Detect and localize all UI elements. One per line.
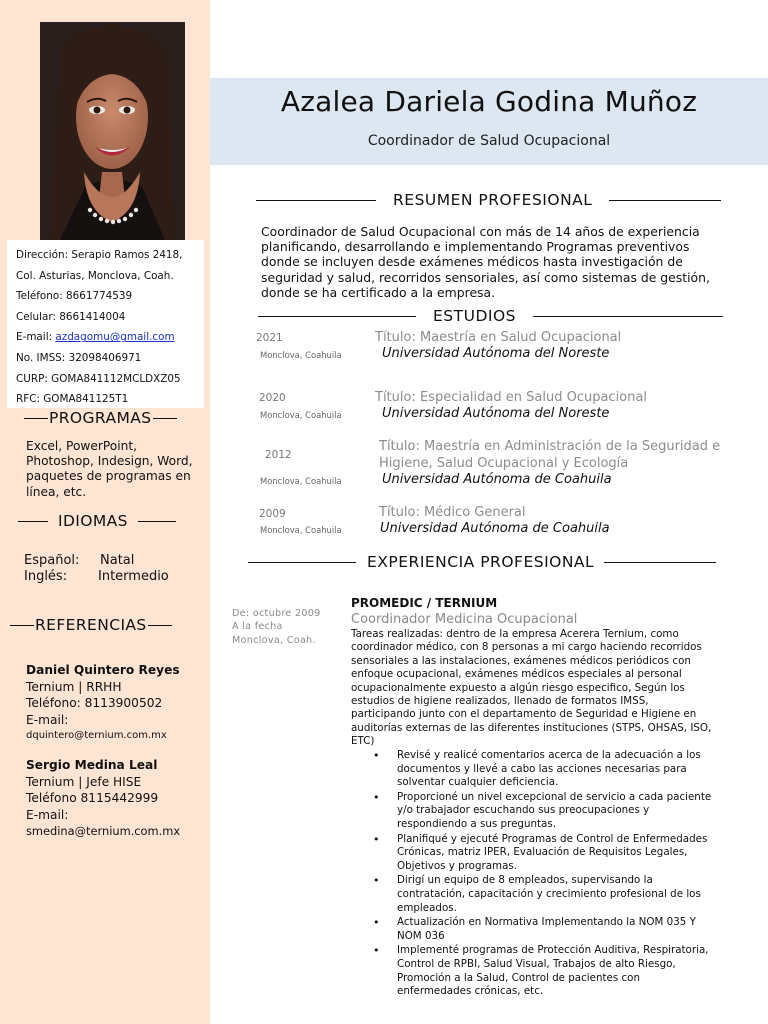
reference-name: Daniel Quintero Reyes bbox=[26, 663, 180, 677]
contact-address-line-2: Col. Asturias, Monclova, Coah. bbox=[16, 269, 174, 282]
programs-text: Excel, PowerPoint, Photoshop, Indesign, Word, paquetes de programas en línea, etc. bbox=[26, 439, 193, 499]
programs-heading-label: PROGRAMAS bbox=[49, 409, 152, 427]
education-year: 2020 bbox=[259, 392, 286, 404]
experience-date-from: De: octubre 2009 bbox=[232, 608, 321, 619]
contact-rfc: RFC: GOMA841125T1 bbox=[16, 393, 129, 406]
education-year: 2021 bbox=[256, 332, 283, 344]
language-name: Inglés: bbox=[24, 569, 68, 584]
education-heading-label: ESTUDIOS bbox=[433, 307, 516, 325]
heading-rule-left bbox=[258, 316, 416, 317]
language-item bbox=[24, 553, 134, 570]
education-heading bbox=[258, 307, 723, 325]
references-heading-label: REFERENCIAS bbox=[35, 616, 147, 634]
reference-phone: Teléfono: 8113900502 bbox=[26, 696, 163, 711]
candidate-name: Azalea Dariela Godina Muñoz bbox=[280, 85, 698, 118]
heading-rule-left bbox=[10, 625, 34, 626]
list-item: • Revisé y realicé comentarios acerca de la adecuación a los documentos y llevé a cabo las acciones necesarias para solventar cualquier deficiencia. bbox=[397, 749, 715, 790]
list-item: • Implementé programas de Protección Auditiva, Respiratoria, Control de RPBI, Salud Visual, Trabajos de alto Riesgo, Promoción a la Salud, Control de pacientes con enfermedades crónicas, etc. bbox=[397, 944, 715, 998]
list-item: • Dirigí un equipo de 8 empleados, supervisando la contratación, capacitación y crecimiento profesional de los empleados. bbox=[397, 874, 715, 915]
education-location: Monclova, Coahuila bbox=[260, 476, 342, 486]
experience-role: Coordinador Medicina Ocupacional bbox=[351, 612, 578, 627]
contact-address-line-1: Dirección: Serapio Ramos 2418, bbox=[16, 249, 183, 261]
education-location: Monclova, Coahuila bbox=[260, 350, 342, 360]
heading-rule-left bbox=[24, 418, 48, 419]
profile-photo bbox=[40, 22, 185, 240]
contact-info-box bbox=[7, 240, 204, 408]
summary-heading bbox=[256, 191, 721, 209]
experience-date-block bbox=[232, 607, 342, 647]
summary-text: Coordinador de Salud Ocupacional con más de 14 años de experiencia planificando, desarrollando e implementando Programas preventivos donde se incluyen desde exámenes médicos hasta investigación de seguridad y salud, recorridos sensoriales, así como sistemas de gestión, donde se ha certificado a la empresa. bbox=[261, 224, 710, 300]
reference-email-label: E-mail: bbox=[26, 807, 69, 822]
experience-description: Tareas realizadas: dentro de la empresa Acerera Ternium, como coordinador médico, con 8 personas a mi cargo haciendo recorridos sensoriales a las instalaciones, exámenes médicos periódicos con enfoque ocupacional, exámenes médicos especiales al personal ocupacionalmente expuesto a algún riesgo especifico, Según los estudios de higiene realizados, llenado de formatos IMSS, participando junto con el departamento de Seguridad e Higiene en auditorías externas de las diferentes instituciones (STPS, OHSAS, ISO, ETC) bbox=[351, 628, 712, 748]
heading-rule-right bbox=[148, 625, 172, 626]
heading-rule-left bbox=[18, 521, 48, 522]
language-level: Intermedio bbox=[98, 569, 169, 584]
reference-card bbox=[26, 757, 206, 840]
reference-email: dquintero@ternium.com.mx bbox=[26, 730, 167, 742]
experience-heading-label: EXPERIENCIA PROFESIONAL bbox=[367, 553, 595, 571]
reference-card bbox=[26, 662, 206, 743]
heading-rule-right bbox=[153, 418, 177, 419]
heading-rule-right bbox=[604, 562, 716, 563]
experience-company: PROMEDIC / TERNIUM bbox=[351, 596, 498, 610]
experience-bullet-list bbox=[397, 749, 715, 1000]
contact-mobile: Celular: 8661414004 bbox=[16, 310, 126, 323]
education-university: Universidad Autónoma del Noreste bbox=[382, 346, 610, 361]
heading-rule-right bbox=[609, 200, 721, 201]
experience-heading bbox=[248, 553, 716, 571]
languages-heading bbox=[18, 512, 176, 530]
experience-location: Monclova, Coah. bbox=[232, 634, 316, 646]
reference-company: Ternium | Jefe HISE bbox=[26, 775, 142, 789]
language-name: Español: bbox=[24, 553, 80, 568]
experience-date-to: A la fecha bbox=[232, 621, 283, 633]
education-title: Título: Médico General bbox=[379, 505, 526, 520]
education-university: Universidad Autónoma de Coahuila bbox=[382, 472, 612, 487]
heading-rule-left bbox=[256, 200, 376, 201]
summary-heading-label: RESUMEN PROFESIONAL bbox=[393, 191, 593, 209]
language-level: Natal bbox=[100, 553, 135, 568]
contact-curp: CURP: GOMA841112MCLDXZ05 bbox=[16, 372, 181, 385]
contact-phone: Teléfono: 8661774539 bbox=[16, 290, 133, 303]
education-title: Título: Maestría en Administración de la Seguridad e Higiene, Salud Ocupacional y Ecología bbox=[379, 439, 721, 471]
reference-email-label: E-mail: bbox=[26, 712, 69, 727]
heading-rule-right bbox=[138, 521, 176, 522]
programs-heading bbox=[24, 409, 177, 427]
education-title: Título: Maestría en Salud Ocupacional bbox=[375, 330, 622, 345]
education-location: Monclova, Coahuila bbox=[260, 410, 342, 420]
list-item: • Actualización en Normativa Implementando la NOM 035 Y NOM 036 bbox=[397, 916, 715, 943]
list-item: • Proporcioné un nivel excepcional de servicio a cada paciente y/o trabajador escuchando sus preocupaciones y respondiendo a sus preguntas. bbox=[397, 791, 715, 832]
language-item bbox=[24, 569, 169, 586]
reference-company: Ternium | RRHH bbox=[26, 680, 122, 694]
education-location: Monclova, Coahuila bbox=[260, 525, 342, 535]
reference-name: Sergio Medina Leal bbox=[26, 758, 158, 772]
reference-phone: Teléfono 8115442999 bbox=[26, 791, 159, 806]
contact-email-row bbox=[16, 327, 204, 348]
reference-email: smedina@ternium.com.mx bbox=[26, 824, 181, 839]
candidate-title: Coordinador de Salud Ocupacional bbox=[367, 133, 611, 149]
references-heading bbox=[10, 616, 172, 634]
heading-rule-left bbox=[248, 562, 356, 563]
languages-heading-label: IDIOMAS bbox=[58, 512, 128, 530]
contact-imss: No. IMSS: 32098406971 bbox=[16, 351, 142, 364]
education-title: Título: Especialidad en Salud Ocupacional bbox=[375, 390, 647, 405]
contact-email-link[interactable]: azdagomu@gmail.com bbox=[55, 331, 175, 344]
contact-email-label: E-mail: bbox=[16, 331, 56, 344]
education-year: 2012 bbox=[265, 449, 292, 461]
education-university: Universidad Autónoma de Coahuila bbox=[380, 521, 610, 536]
list-item: • Planifiqué y ejecuté Programas de Control de Enfermedades Crónicas, matriz IPER, Evaluación de Requisitos Legales, Objetivos y programas. bbox=[397, 833, 715, 874]
education-year: 2009 bbox=[259, 508, 286, 520]
education-university: Universidad Autónoma del Noreste bbox=[382, 406, 610, 421]
heading-rule-right bbox=[533, 316, 723, 317]
